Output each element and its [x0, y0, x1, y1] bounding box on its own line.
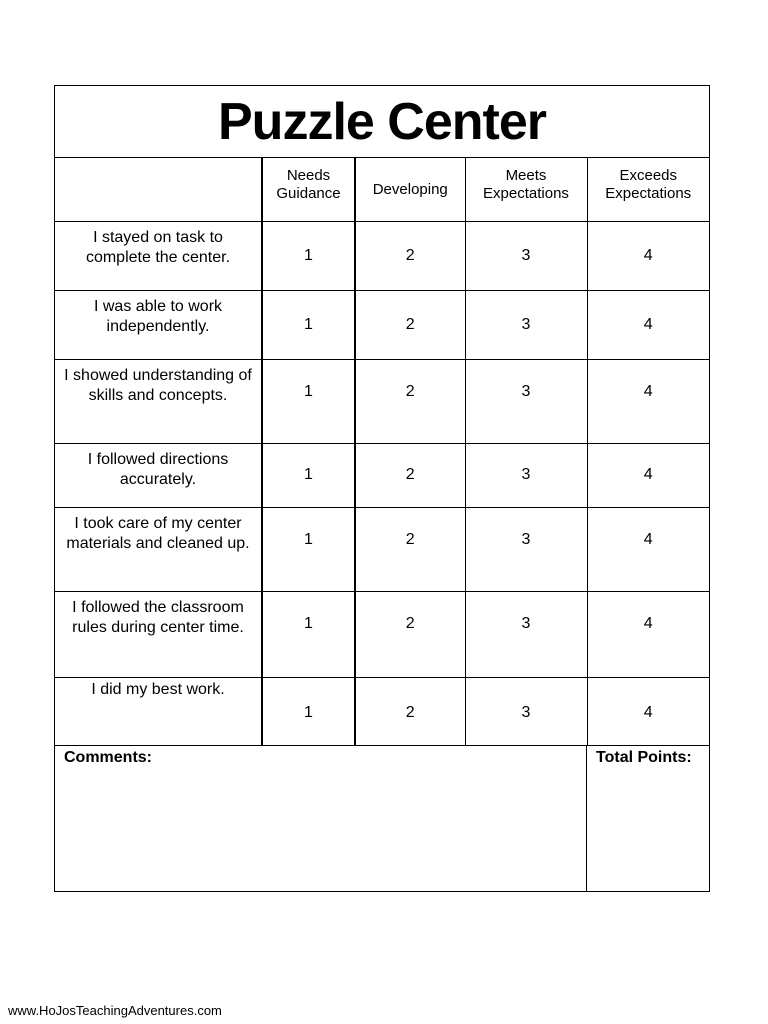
score-meets-expectations: 3: [465, 290, 587, 359]
score-exceeds-expectations: 4: [587, 443, 709, 507]
column-header-needs-guidance: Needs Guidance: [262, 157, 355, 221]
header-blank-cell: [55, 157, 262, 221]
score-meets-expectations: 3: [465, 507, 587, 591]
criterion-text: I followed the classroom rules during center time.: [55, 591, 262, 677]
column-header-developing: Developing: [355, 157, 465, 221]
score-developing: 2: [355, 290, 465, 359]
score-exceeds-expectations: 4: [587, 359, 709, 443]
footer-row: [55, 745, 709, 891]
table-row: [55, 290, 709, 359]
total-points-label: Total Points:: [596, 749, 692, 766]
table-row: [55, 443, 709, 507]
score-meets-expectations: 3: [465, 591, 587, 677]
total-points-box[interactable]: [587, 745, 709, 891]
score-developing: 2: [355, 507, 465, 591]
score-needs-guidance: 1: [262, 591, 355, 677]
score-meets-expectations: 3: [465, 359, 587, 443]
criterion-text: I took care of my center materials and cleaned up.: [55, 507, 262, 591]
score-exceeds-expectations: 4: [587, 591, 709, 677]
header-row: [55, 157, 709, 221]
table-row: [55, 507, 709, 591]
comments-box[interactable]: [55, 745, 587, 891]
column-header-exceeds-expectations: Exceeds Expectations: [587, 157, 709, 221]
criterion-text: I followed directions accurately.: [55, 443, 262, 507]
score-needs-guidance: 1: [262, 443, 355, 507]
table-row: [55, 591, 709, 677]
score-needs-guidance: 1: [262, 221, 355, 290]
score-developing: 2: [355, 591, 465, 677]
table-row: [55, 677, 709, 745]
score-meets-expectations: 3: [465, 443, 587, 507]
table-row: [55, 221, 709, 290]
criterion-text: I was able to work independently.: [55, 290, 262, 359]
score-exceeds-expectations: 4: [587, 221, 709, 290]
score-needs-guidance: 1: [262, 507, 355, 591]
rubric-table: [55, 157, 709, 746]
website-url: www.HoJosTeachingAdventures.com: [8, 1003, 222, 1018]
score-exceeds-expectations: 4: [587, 290, 709, 359]
score-meets-expectations: 3: [465, 677, 587, 745]
score-meets-expectations: 3: [465, 221, 587, 290]
criterion-text: I did my best work.: [55, 677, 262, 745]
score-needs-guidance: 1: [262, 290, 355, 359]
score-exceeds-expectations: 4: [587, 507, 709, 591]
title-row: [55, 86, 709, 158]
column-header-meets-expectations: Meets Expectations: [465, 157, 587, 221]
score-needs-guidance: 1: [262, 677, 355, 745]
page-title: Puzzle Center: [218, 92, 546, 151]
criterion-text: I stayed on task to complete the center.: [55, 221, 262, 290]
score-developing: 2: [355, 677, 465, 745]
table-row: [55, 359, 709, 443]
criterion-text: I showed understanding of skills and concepts.: [55, 359, 262, 443]
score-developing: 2: [355, 359, 465, 443]
rubric-sheet: [54, 85, 710, 892]
score-developing: 2: [355, 221, 465, 290]
score-needs-guidance: 1: [262, 359, 355, 443]
score-exceeds-expectations: 4: [587, 677, 709, 745]
score-developing: 2: [355, 443, 465, 507]
comments-label: Comments:: [64, 749, 153, 766]
